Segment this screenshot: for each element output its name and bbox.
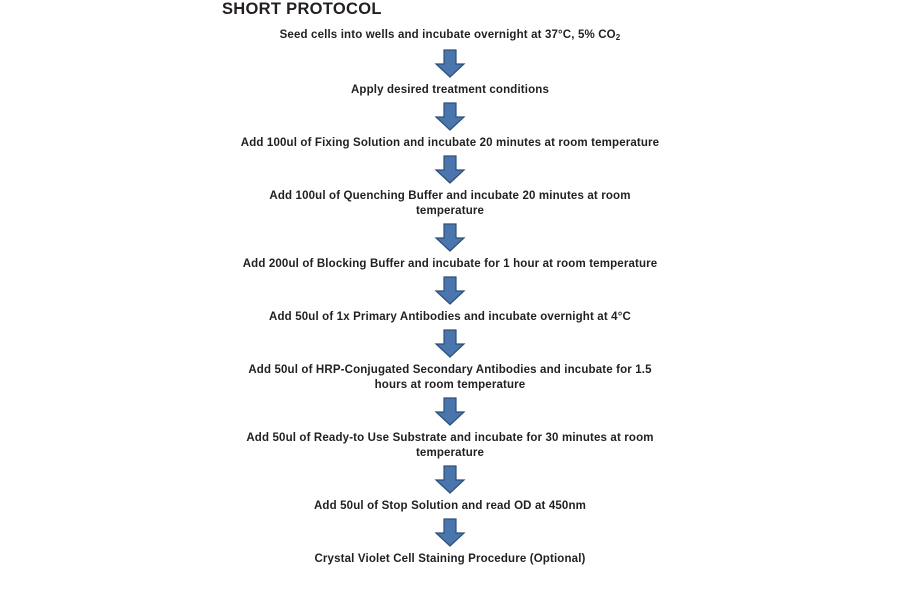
down-arrow-icon [433,397,467,427]
step-7-label: Add 50ul of HRP-Conjugated Secondary Antibodies and incubate for 1.5 [248,364,652,376]
flowchart-step-7 [200,363,700,393]
down-arrow-icon [433,102,467,132]
step-4-label: Add 100ul of Quenching Buffer and incubate 20 minutes at room [269,190,631,202]
step-7-label-line2: hours at room temperature [374,379,526,391]
flow-arrow-3 [200,155,700,185]
step-6-label: Add 50ul of 1x Primary Antibodies and incubate overnight at 4°C [269,311,631,323]
step-9-label: Add 50ul of Stop Solution and read OD at 450nm [313,500,587,512]
down-arrow-icon [433,518,467,548]
flowchart-step-4 [200,189,700,219]
step-1-subscript: 2 [615,33,621,42]
flowchart-step-1 [200,28,700,45]
flowchart-step-2 [200,83,700,98]
flowchart-step-6 [200,310,700,325]
step-3-label: Add 100ul of Fixing Solution and incubate 20 minutes at room temperature [240,137,660,149]
flow-arrow-8 [200,465,700,495]
step-4-label-line2: temperature [415,205,485,217]
flow-arrow-2 [200,102,700,132]
protocol-flowchart [200,28,700,567]
flow-arrow-1 [200,49,700,79]
step-8-label: Add 50ul of Ready-to Use Substrate and incubate for 30 minutes at room [246,432,654,444]
flow-arrow-9 [200,518,700,548]
step-5-label: Add 200ul of Blocking Buffer and incubate for 1 hour at room temperature [242,258,658,270]
step-2-label: Apply desired treatment conditions [350,84,550,96]
flow-arrow-6 [200,329,700,359]
step-1-label: Seed cells into wells and incubate overnight at 37°C, 5% CO [279,29,616,41]
flowchart-step-3 [200,136,700,151]
down-arrow-icon [433,155,467,185]
flowchart-step-10 [200,552,700,567]
down-arrow-icon [433,465,467,495]
step-10-label: Crystal Violet Cell Staining Procedure (Optional) [314,553,586,565]
flow-arrow-7 [200,397,700,427]
flowchart-step-9 [200,499,700,514]
down-arrow-icon [433,49,467,79]
flowchart-step-5 [200,257,700,272]
flow-arrow-4 [200,223,700,253]
down-arrow-icon [433,223,467,253]
flow-arrow-5 [200,276,700,306]
page-title: SHORT PROTOCOL [222,0,382,18]
step-8-label-line2: temperature [415,447,485,459]
down-arrow-icon [433,276,467,306]
down-arrow-icon [433,329,467,359]
flowchart-step-8 [200,431,700,461]
